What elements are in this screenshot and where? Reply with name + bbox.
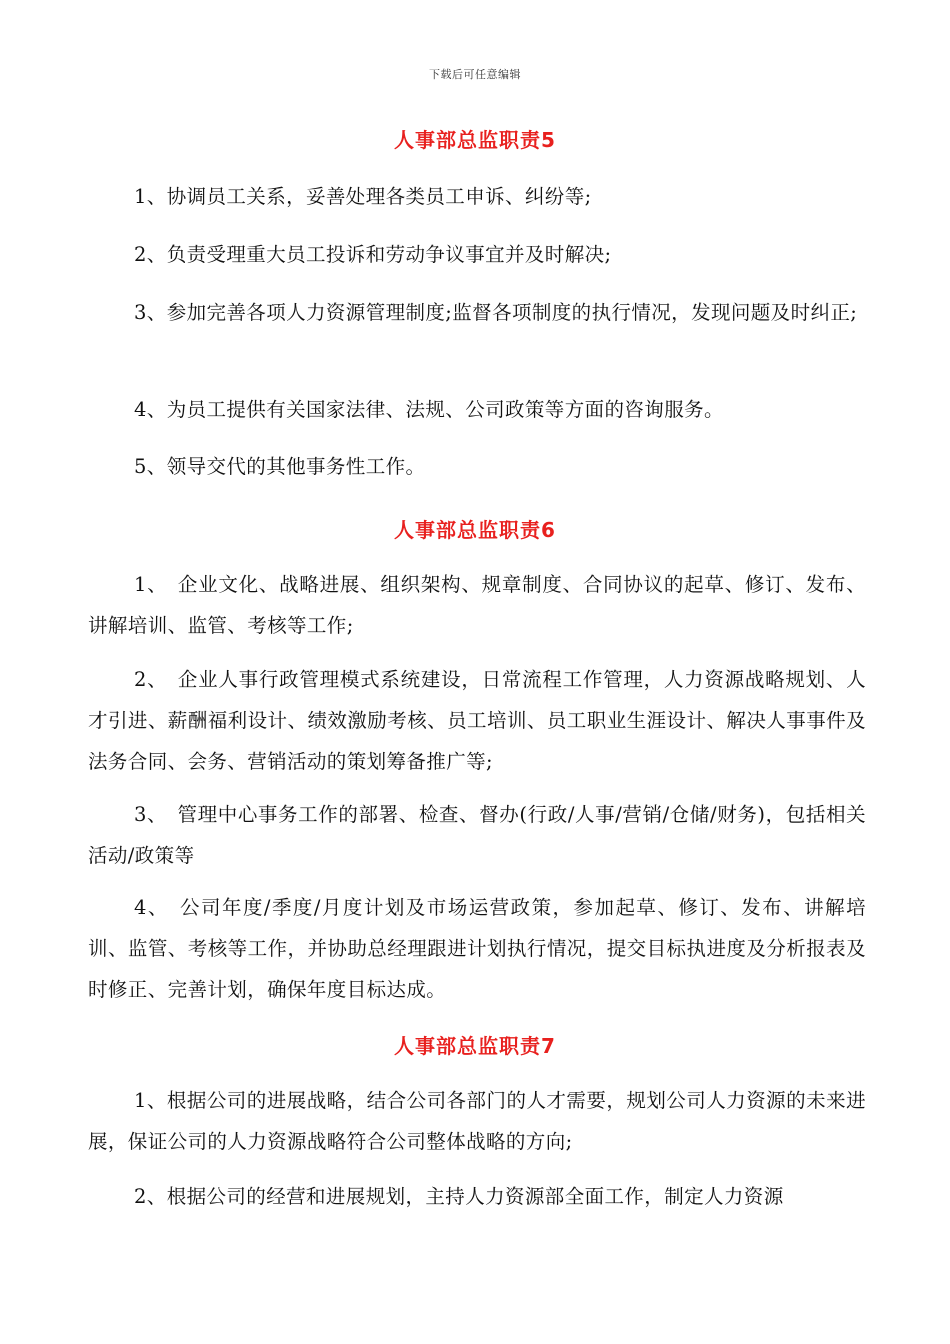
section-7-item-2: 2、根据公司的经营和进展规划，主持人力资源部全面工作，制定人力资源 <box>134 1185 784 1208</box>
section-6-item-2: 2、 企业人事行政管理模式系统建设，日常流程工作管理，人力资源战略规划、人才引进、薪酬福利设计、绩效激励考核、员工培训、员工职业生涯设计、解决人事事件及法务合同、会务、营销活动的策划筹备推广等; <box>88 668 866 773</box>
section-6-item-4: 4、 公司年度/季度/月度计划及市场运营政策，参加起草、修订、发布、讲解培训、监管、考核等工作，并协助总经理跟进计划执行情况，提交目标执进度及分析报表及时修正、完善计划，确保年度目标达成。 <box>88 896 866 1001</box>
section-6-item-1: 1、 企业文化、战略进展、组织架构、规章制度、合同协议的起草、修订、发布、讲解培训、监管、考核等工作; <box>88 573 866 637</box>
section-5-item-2: 2、负责受理重大员工投诉和劳动争议事宜并及时解决; <box>134 243 612 266</box>
section-title-7: 人事部总监职责7 <box>394 1034 556 1058</box>
section-6-item-3: 3、 管理中心事务工作的部署、检查、督办(行政/人事/营销/仓储/财务)，包括相关活动/政策等 <box>88 803 866 867</box>
section-7-item-1: 1、根据公司的进展战略，结合公司各部门的人才需要，规划公司人力资源的未来进展，保证公司的人力资源战略符合公司整体战略的方向; <box>88 1089 866 1153</box>
section-5-item-4: 4、为员工提供有关国家法律、法规、公司政策等方面的咨询服务。 <box>134 398 724 421</box>
section-5-item-5: 5、领导交代的其他事务性工作。 <box>134 455 426 478</box>
section-5-item-3: 3、参加完善各项人力资源管理制度;监督各项制度的执行情况，发现问题及时纠正; <box>134 301 858 324</box>
header-note: 下载后可任意编辑 <box>429 68 521 81</box>
section-title-6: 人事部总监职责6 <box>394 518 556 542</box>
section-title-5: 人事部总监职责5 <box>394 128 556 152</box>
section-5-item-1: 1、协调员工关系，妥善处理各类员工申诉、纠纷等; <box>134 185 592 208</box>
